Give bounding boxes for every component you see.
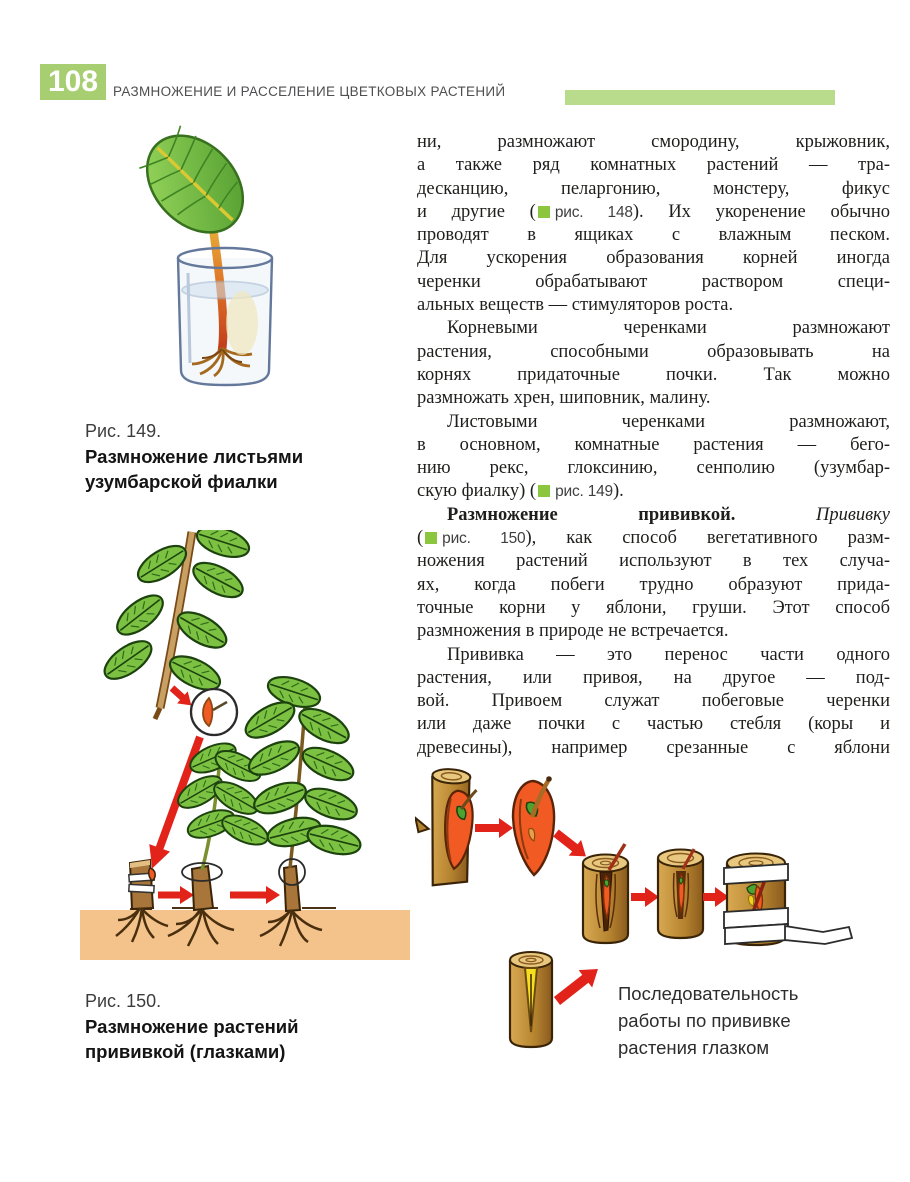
text-segment: ( bbox=[417, 528, 424, 549]
text-segment: проводят в ящиках с влажным песком. bbox=[417, 225, 890, 246]
step-bound-with-tape bbox=[724, 854, 852, 946]
text-segment: Корневыми черенками размножают bbox=[447, 318, 890, 339]
page-number-badge: 108 bbox=[40, 64, 106, 100]
text-segment: размножения в природе не встречается. bbox=[417, 621, 729, 642]
text-segment: ), как способ вегетативного разм- bbox=[525, 528, 890, 549]
text-segment: растения, способными образовывать на bbox=[417, 341, 890, 362]
text-line bbox=[417, 317, 890, 340]
stage-arrow-1-icon bbox=[158, 886, 194, 904]
step-insert-bud-in-stock bbox=[583, 844, 628, 943]
text-segment: десканцию, пеларгонию, монстеру, фикус bbox=[417, 178, 890, 199]
text-line bbox=[417, 690, 890, 713]
figure-150-label: Рис. 150. bbox=[85, 991, 162, 1011]
text-segment: скую фиалку) ( bbox=[417, 481, 537, 502]
running-title: РАЗМНОЖЕНИЕ И РАССЕЛЕНИЕ ЦВЕТКОВЫХ РАСТЕНИЙ bbox=[113, 84, 506, 99]
text-segment: а также ряд комнатных растений — тра- bbox=[417, 155, 890, 176]
text-segment: корнях придаточные почки. Так можно bbox=[417, 364, 890, 385]
text-line bbox=[417, 457, 890, 480]
text-line bbox=[417, 247, 890, 270]
text-segment: вой. Привоем служат побеговые черенки bbox=[417, 691, 890, 712]
text-line bbox=[417, 154, 890, 177]
header-rule-bar bbox=[565, 90, 835, 105]
figure-ref-square-icon bbox=[425, 532, 437, 544]
text-line bbox=[417, 178, 890, 201]
text-segment: или даже почки с частью стебля (коры и bbox=[417, 714, 890, 735]
body-text-column bbox=[417, 131, 890, 760]
figure-150-caption bbox=[85, 988, 335, 1064]
sequence-arrow-5-icon bbox=[550, 960, 605, 1009]
text-line bbox=[417, 224, 890, 247]
figure-149-title: Размножение листьями узумбарской фиалки bbox=[85, 446, 304, 492]
grafting-sequence-caption: Последовательность работы по прививке растения глазком bbox=[618, 983, 799, 1058]
text-segment: в основном, комнатные растения — бего- bbox=[417, 434, 890, 455]
text-line bbox=[417, 644, 890, 667]
figure-149-caption bbox=[85, 418, 335, 494]
figure-149-illustration bbox=[100, 118, 400, 412]
text-segment: альных веществ — стимуляторов роста. bbox=[417, 295, 734, 316]
text-segment: размножать хрен, шиповник, малину. bbox=[417, 388, 711, 409]
text-line bbox=[417, 713, 890, 736]
grafted-stock-stage-3 bbox=[240, 671, 363, 946]
figure-149-label: Рис. 149. bbox=[85, 421, 162, 441]
violet-leaf bbox=[128, 118, 262, 251]
text-segment: ). bbox=[612, 481, 624, 502]
figure-150-title: Размножение растений прививкой (глазками) bbox=[85, 1016, 299, 1062]
sequence-arrow-1-icon bbox=[475, 818, 513, 838]
text-line bbox=[417, 341, 890, 364]
figure-ref-label: рис. 149 bbox=[555, 483, 613, 501]
text-line bbox=[417, 201, 890, 224]
text-segment: Листовыми черенками размножают, bbox=[447, 411, 890, 432]
text-line bbox=[417, 387, 890, 410]
text-line bbox=[417, 294, 890, 317]
text-line bbox=[417, 131, 890, 154]
text-line bbox=[417, 480, 890, 503]
stock-with-t-cut bbox=[510, 952, 552, 1047]
text-line bbox=[417, 620, 890, 643]
text-line bbox=[417, 411, 890, 434]
text-line bbox=[417, 504, 890, 527]
text-segment: и другие ( bbox=[417, 201, 536, 222]
step-cut-bud-from-branch bbox=[415, 767, 478, 888]
text-segment: Прививка — это перенос части одного bbox=[447, 644, 890, 665]
figure-reference bbox=[423, 528, 525, 548]
text-segment: ни, размножают смородину, крыжовник, bbox=[417, 132, 890, 152]
figure-150-illustration bbox=[80, 530, 410, 960]
text-segment: точные корни у яблони, груши. Этот способ bbox=[417, 597, 890, 618]
sequence-arrow-3-icon bbox=[631, 887, 659, 907]
figure-ref-square-icon bbox=[538, 206, 550, 218]
text-segment: ях, когда побеги трудно образуют прида- bbox=[417, 574, 890, 595]
figure-ref-label: рис. 148 bbox=[554, 203, 633, 221]
figure-reference bbox=[536, 481, 613, 501]
text-line bbox=[417, 364, 890, 387]
text-line bbox=[417, 574, 890, 597]
text-segment: растения, или привоя, на другое — под- bbox=[417, 667, 890, 688]
figure-ref-label: рис. 150 bbox=[442, 530, 526, 548]
step-bud-enclosed bbox=[658, 849, 703, 938]
text-segment: Прививку bbox=[815, 504, 890, 525]
bud-magnifier-circle bbox=[191, 689, 237, 735]
step-bud-shield bbox=[513, 776, 554, 875]
text-segment: нию рекс, глоксинию, сенполию (узумбар- bbox=[417, 458, 890, 479]
text-segment: ножения растений используют в тех случа- bbox=[417, 551, 890, 572]
text-line bbox=[417, 597, 890, 620]
text-segment: черенки обрабатывают раствором специ- bbox=[417, 271, 890, 292]
figure-ref-square-icon bbox=[538, 485, 550, 497]
stage-arrow-2-icon bbox=[230, 886, 280, 904]
text-segment: Для ускорения образования корней иногда bbox=[417, 248, 890, 269]
figure-reference bbox=[536, 202, 633, 222]
paragraph-heading: Размножение прививкой. bbox=[447, 504, 816, 525]
text-line bbox=[417, 271, 890, 294]
sequence-arrow-4-icon bbox=[703, 887, 729, 907]
text-line bbox=[417, 550, 890, 573]
text-segment: ). Их укоренение обычно bbox=[632, 201, 891, 222]
text-line bbox=[417, 434, 890, 457]
text-segment: древесины), например срезанные с яблони bbox=[417, 737, 890, 758]
text-line bbox=[417, 527, 890, 550]
text-line bbox=[417, 667, 890, 690]
